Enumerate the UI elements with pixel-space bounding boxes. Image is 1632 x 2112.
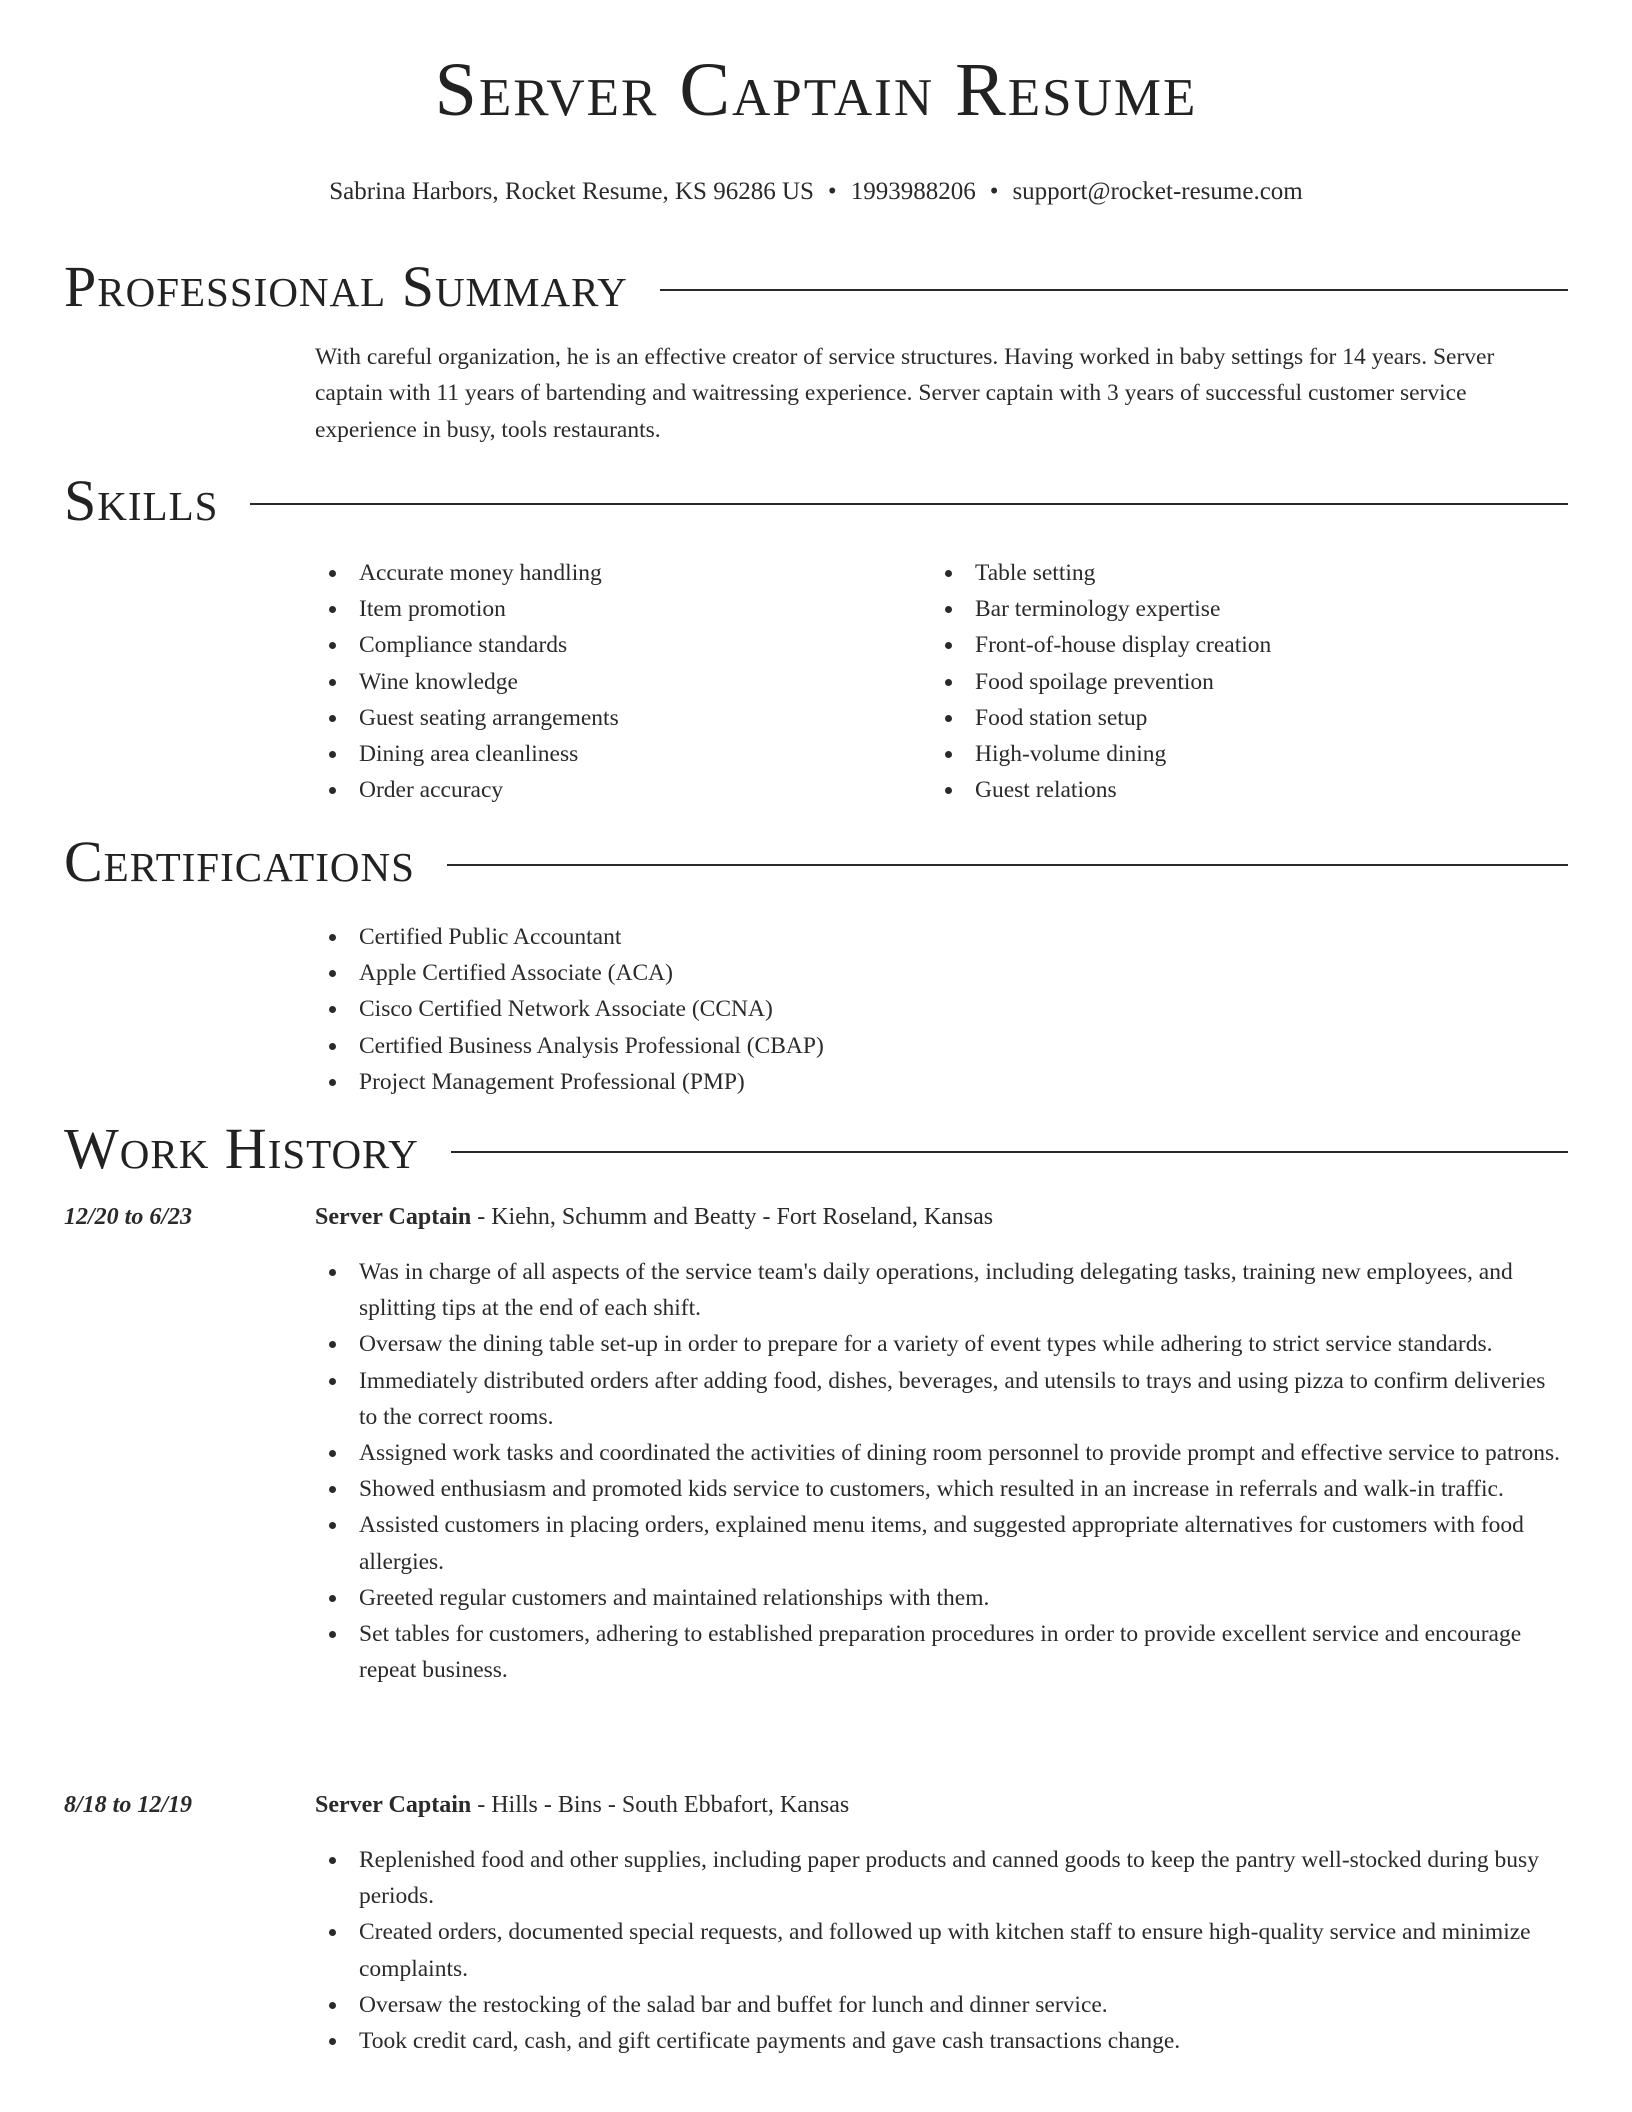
job-duty: Was in charge of all aspects of the service team's daily operations, including delegating tasks, training new employees, and splitting tips at the end of each shift.: [315, 1254, 1565, 1326]
job-dates: 8/18 to 12/19: [64, 1792, 193, 1818]
skill-item: Dining area cleanliness: [315, 736, 915, 772]
contact-address: Sabrina Harbors, Rocket Resume, KS 96286 US: [329, 178, 814, 205]
job-duty: Created orders, documented special requests, and followed up with kitchen staff to ensure high-quality service and minimize complaints.: [315, 1914, 1565, 1986]
job-duty: Replenished food and other supplies, including paper products and canned goods to keep the pantry well-stocked during busy periods.: [315, 1842, 1565, 1914]
skill-item: Food spoilage prevention: [931, 664, 1561, 700]
job-duty: Assisted customers in placing orders, explained menu items, and suggested appropriate alternatives for customers with food allergies.: [315, 1507, 1565, 1579]
skill-item: Food station setup: [931, 700, 1561, 736]
job-duties-list: [315, 1254, 1565, 1688]
skill-item: Guest seating arrangements: [315, 700, 915, 736]
section-header-skills: [64, 468, 1568, 533]
job-heading: [315, 1201, 1565, 1233]
skill-item: Accurate money handling: [315, 555, 915, 591]
section-title-summary: Professional Summary: [64, 254, 628, 319]
summary-text: With careful organization, he is an effective creator of service structures. Having worked in baby settings for 14 years. Server captain with 11 years of bartending and waitressing experience. Server captain with 3 years of successful customer service experience in busy, tools restaurants.: [315, 344, 1495, 443]
job-employer-location: - Kiehn, Schumm and Beatty - Fort Roseland, Kansas: [471, 1204, 994, 1230]
certification-item: Certified Business Analysis Professional (CBAP): [315, 1028, 1565, 1064]
contact-phone: 1993988206: [850, 178, 976, 205]
skill-item: Bar terminology expertise: [931, 591, 1561, 627]
certification-item: Project Management Professional (PMP): [315, 1064, 1565, 1100]
job-duties-list: [315, 1842, 1565, 2059]
skills-list-right: [931, 555, 1561, 808]
section-divider: [451, 1151, 1568, 1153]
contact-separator: •: [827, 178, 837, 205]
skill-item: Front-of-house display creation: [931, 627, 1561, 663]
section-title-certifications: Certifications: [64, 829, 415, 894]
job-role: Server Captain: [315, 1792, 472, 1818]
skill-item: Order accuracy: [315, 772, 915, 808]
skills-list-left: [315, 555, 915, 808]
contact-email: support@rocket-resume.com: [1012, 178, 1303, 205]
job-duty: Took credit card, cash, and gift certificate payments and gave cash transactions change.: [315, 2023, 1565, 2059]
section-divider: [660, 289, 1568, 291]
section-header-summary: [64, 254, 1568, 319]
skill-item: Guest relations: [931, 772, 1561, 808]
section-title-skills: Skills: [64, 468, 219, 533]
job-duty: Assigned work tasks and coordinated the activities of dining room personnel to provide prompt and effective service to patrons.: [315, 1435, 1565, 1471]
section-header-work-history: [64, 1116, 1568, 1181]
certification-item: Certified Public Accountant: [315, 919, 1565, 955]
skill-item: High-volume dining: [931, 736, 1561, 772]
job-duty: Oversaw the dining table set-up in order to prepare for a variety of event types while adhering to strict service standards.: [315, 1326, 1565, 1362]
resume-title: Server Captain Resume: [434, 48, 1198, 132]
section-divider: [447, 864, 1568, 866]
job-duty: Showed enthusiasm and promoted kids service to customers, which resulted in an increase in referrals and walk-in traffic.: [315, 1471, 1565, 1507]
skill-item: Compliance standards: [315, 627, 915, 663]
certification-item: Apple Certified Associate (ACA): [315, 955, 1565, 991]
section-title-work-history: Work History: [64, 1116, 419, 1181]
job-employer-location: - Hills - Bins - South Ebbafort, Kansas: [471, 1792, 850, 1818]
job-role: Server Captain: [315, 1204, 472, 1230]
section-divider: [250, 503, 1568, 505]
certifications-list: [315, 919, 1565, 1100]
job-duty: Immediately distributed orders after adding food, dishes, beverages, and utensils to trays and using pizza to confirm deliveries to the correct rooms.: [315, 1363, 1565, 1435]
contact-separator: •: [989, 178, 999, 205]
skill-item: Item promotion: [315, 591, 915, 627]
section-header-certifications: [64, 829, 1568, 894]
contact-line: [0, 176, 1632, 208]
skill-item: Wine knowledge: [315, 664, 915, 700]
certification-item: Cisco Certified Network Associate (CCNA): [315, 991, 1565, 1027]
job-duty: Oversaw the restocking of the salad bar and buffet for lunch and dinner service.: [315, 1987, 1565, 2023]
job-heading: [315, 1789, 1565, 1821]
skill-item: Table setting: [931, 555, 1561, 591]
job-dates: 12/20 to 6/23: [64, 1204, 193, 1230]
job-duty: Set tables for customers, adhering to established preparation procedures in order to provide excellent service and encourage repeat business.: [315, 1616, 1565, 1688]
job-duty: Greeted regular customers and maintained relationships with them.: [315, 1580, 1565, 1616]
